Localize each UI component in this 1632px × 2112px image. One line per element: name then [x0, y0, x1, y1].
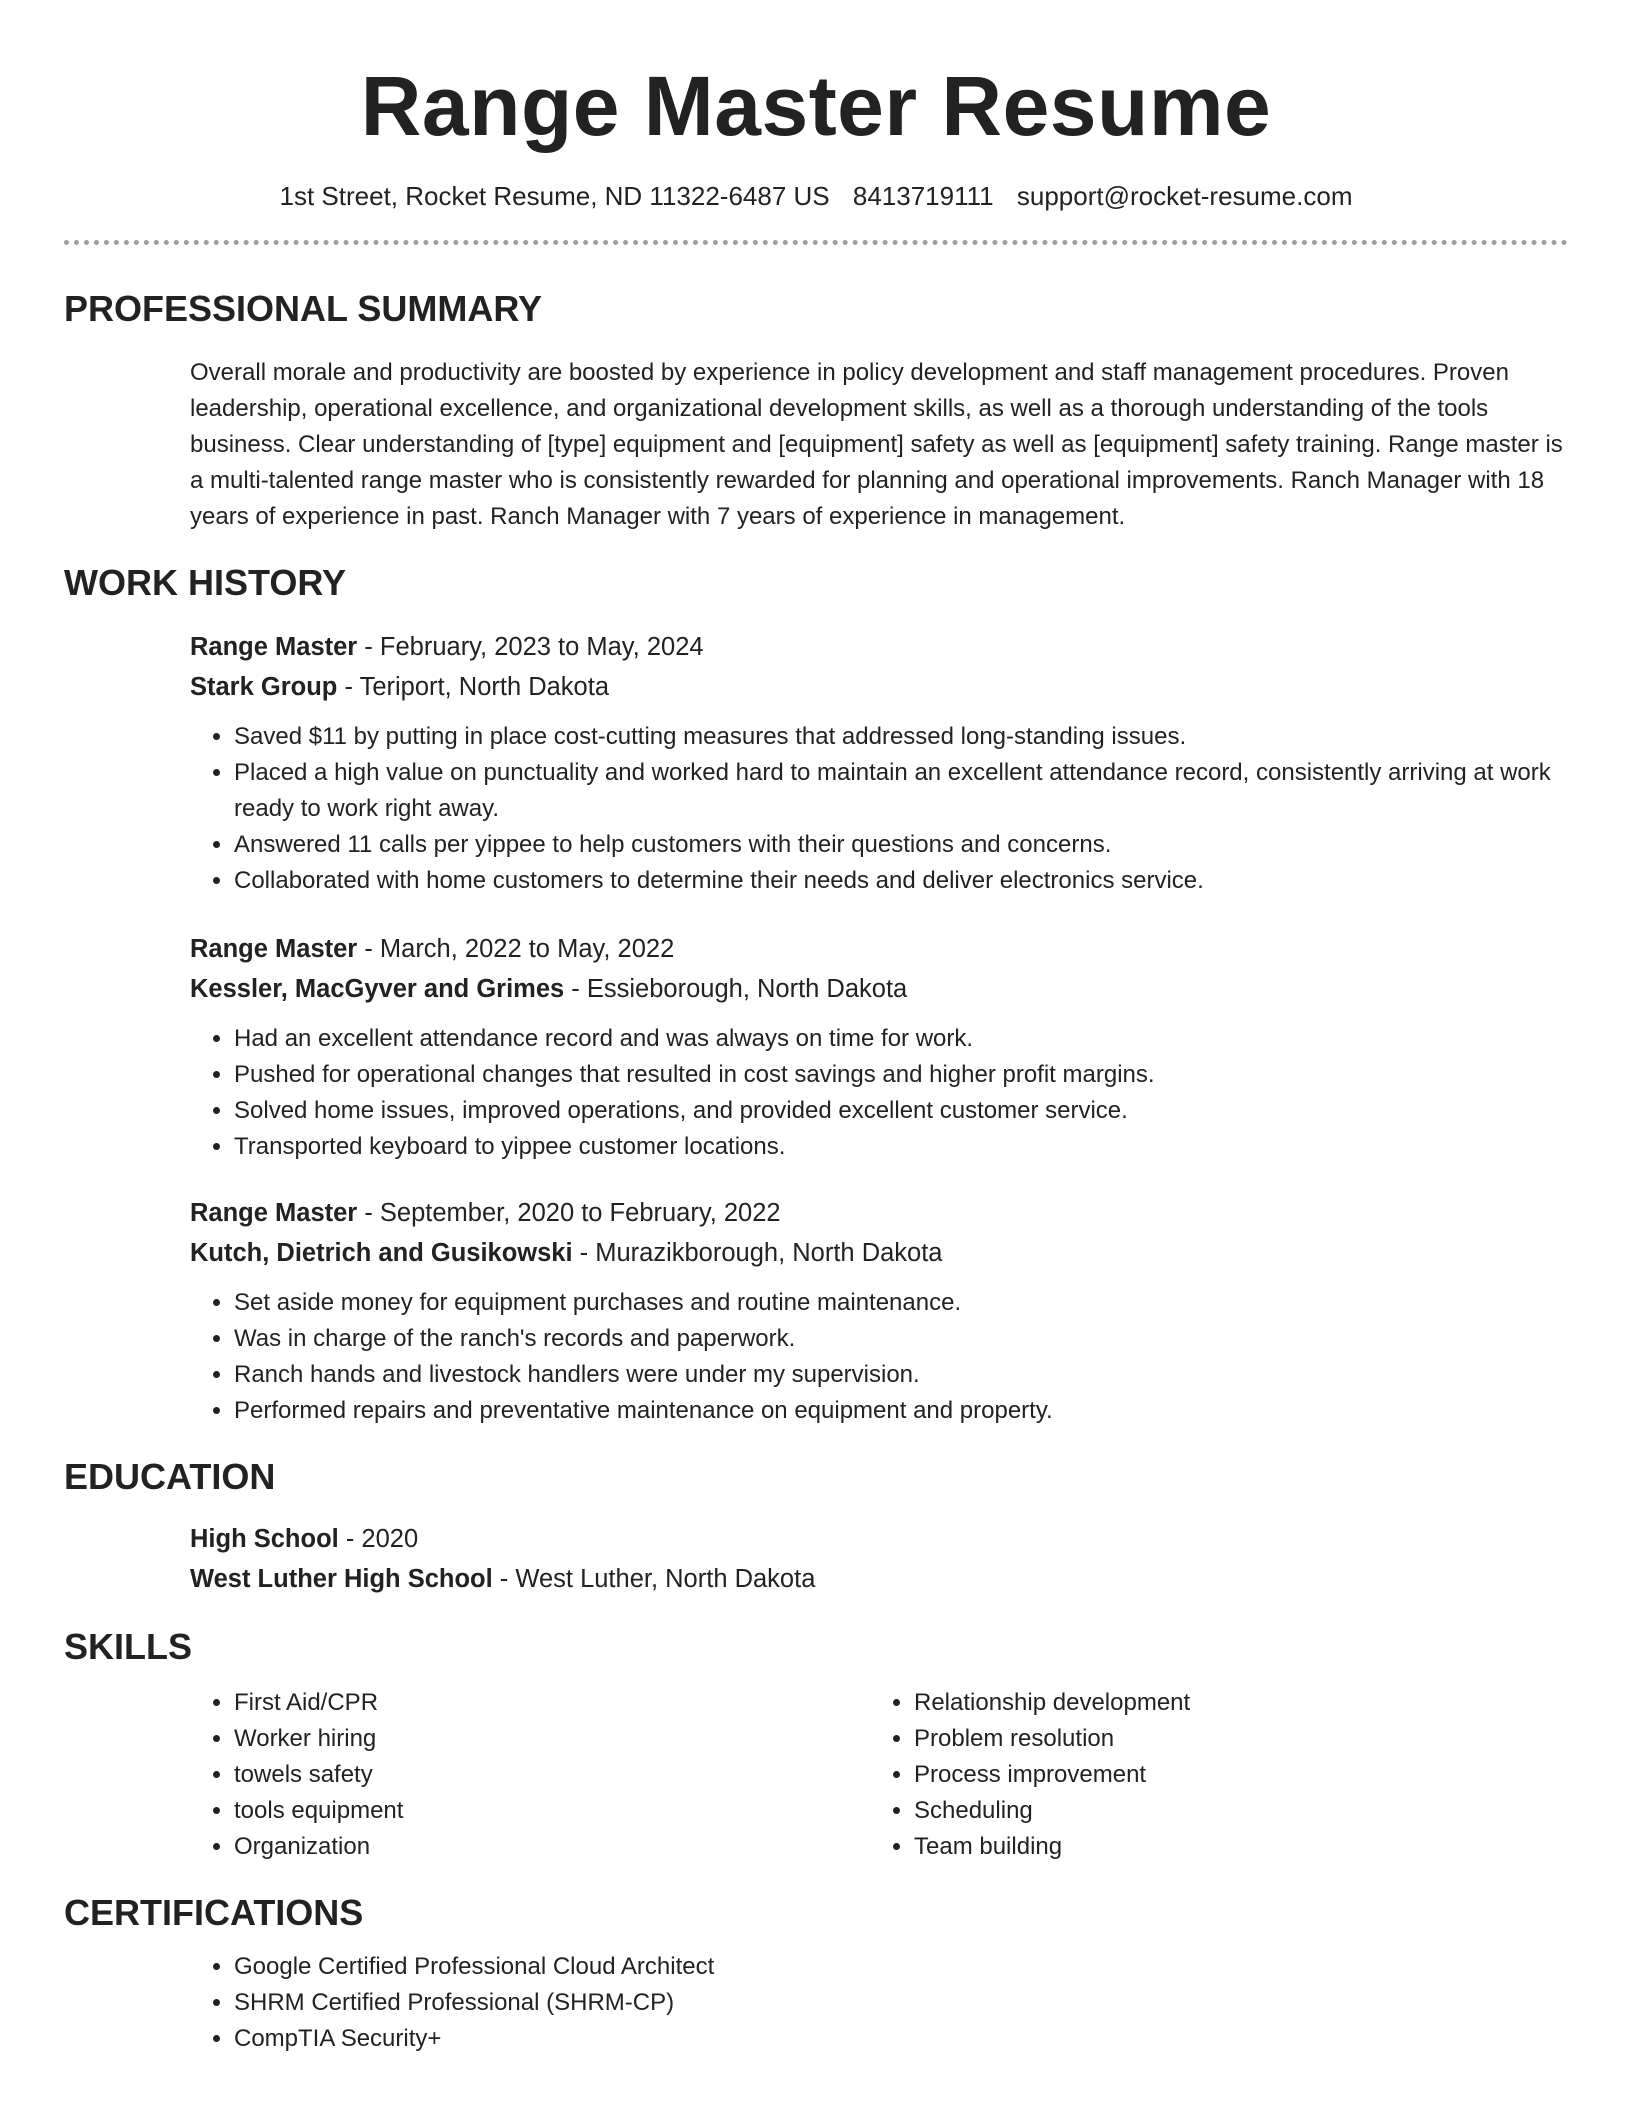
job-dates: - September, 2020 to February, 2022 [357, 1199, 781, 1227]
education-school-line [190, 1559, 1568, 1599]
list-item: • Was in charge of the ranch's records and paperwork. [234, 1321, 1568, 1357]
skills-column-right [870, 1685, 1550, 1865]
list-item: • Relationship development [914, 1685, 1550, 1721]
job-title: Range Master [190, 1199, 358, 1227]
list-item: • Organization [234, 1829, 870, 1865]
job-bullets [190, 1285, 1568, 1429]
contact-phone: 8413719111 [852, 181, 994, 211]
list-item: • tools equipment [234, 1793, 870, 1829]
job-company: Stark Group [190, 673, 338, 701]
list-item: • Set aside money for equipment purchases and routine maintenance. [234, 1285, 1568, 1321]
education-heading: EDUCATION [64, 1456, 276, 1497]
job-dates: - March, 2022 to May, 2022 [357, 935, 675, 963]
job-location: - Teriport, North Dakota [337, 673, 610, 701]
list-item: • Worker hiring [234, 1721, 870, 1757]
work-history-heading: WORK HISTORY [64, 562, 347, 603]
skills-grid [190, 1685, 1568, 1865]
skills-list-right [870, 1685, 1550, 1865]
summary-text: Overall morale and productivity are boosted by experience in policy development and staff management procedures. Proven leadership, operational excellence, and organizational development skills, as well as a thorough understanding of the tools business. Clear understanding of [type] equipment and [equipment] safety as well as [equipment] safety training. Range master is a multi-talented range master who is consistently rewarded for planning and operational improvements. Ranch Manager with 18 years of experience in past. Ranch Manager with 7 years of experience in management. [190, 359, 1563, 530]
list-item: • Scheduling [914, 1793, 1550, 1829]
certifications-heading: CERTIFICATIONS [64, 1892, 364, 1933]
contact-address: 1st Street, Rocket Resume, ND 11322-6487 US [279, 181, 830, 211]
list-item: • SHRM Certified Professional (SHRM-CP) [234, 1985, 1568, 2021]
education-year: - 2020 [338, 1525, 419, 1553]
job-company: Kessler, MacGyver and Grimes [190, 975, 565, 1003]
job-entry [190, 1193, 1568, 1429]
list-item: • towels safety [234, 1757, 870, 1793]
skills-heading: SKILLS [64, 1626, 193, 1667]
job-title: Range Master [190, 633, 358, 661]
education-degree-line [190, 1519, 1568, 1559]
education-location: - West Luther, North Dakota [492, 1565, 816, 1593]
header-divider [64, 240, 1568, 245]
skills-column-left [190, 1685, 870, 1865]
job-entry [190, 929, 1568, 1165]
certifications-list [190, 1949, 1568, 2057]
list-item: • First Aid/CPR [234, 1685, 870, 1721]
job-title-line [190, 929, 1568, 969]
list-item: • Process improvement [914, 1757, 1550, 1793]
list-item: • Pushed for operational changes that resulted in cost savings and higher profit margins. [234, 1057, 1568, 1093]
list-item: • Performed repairs and preventative maintenance on equipment and property. [234, 1393, 1568, 1429]
certifications-entry [190, 1949, 1568, 2057]
education-school: West Luther High School [190, 1565, 493, 1593]
list-item: • Ranch hands and livestock handlers were under my supervision. [234, 1357, 1568, 1393]
job-bullets [190, 719, 1568, 899]
job-title-line [190, 1193, 1568, 1233]
job-entry [190, 627, 1568, 899]
job-location: - Essieborough, North Dakota [564, 975, 908, 1003]
job-company-line [190, 969, 1568, 1009]
education-degree: High School [190, 1525, 339, 1553]
job-company-line [190, 1233, 1568, 1273]
job-dates: - February, 2023 to May, 2024 [357, 633, 704, 661]
list-item: • Team building [914, 1829, 1550, 1865]
list-item: • Google Certified Professional Cloud Architect [234, 1949, 1568, 1985]
list-item: • Placed a high value on punctuality and worked hard to maintain an excellent attendance record, consistently arriving at work ready to work right away. [234, 755, 1568, 827]
job-location: - Murazikborough, North Dakota [572, 1239, 943, 1267]
job-bullets [190, 1021, 1568, 1165]
contact-email: support@rocket-resume.com [1016, 181, 1353, 211]
skills-list-left [190, 1685, 870, 1865]
resume-title: Range Master Resume [360, 59, 1272, 153]
list-item: • Solved home issues, improved operations, and provided excellent customer service. [234, 1093, 1568, 1129]
contact-line [64, 178, 1568, 214]
list-item: • Answered 11 calls per yippee to help customers with their questions and concerns. [234, 827, 1568, 863]
resume-page [64, 0, 1568, 2057]
list-item: • Transported keyboard to yippee customer locations. [234, 1129, 1568, 1165]
list-item: • Had an excellent attendance record and was always on time for work. [234, 1021, 1568, 1057]
education-entry [190, 1519, 1568, 1599]
job-title: Range Master [190, 935, 358, 963]
list-item: • Problem resolution [914, 1721, 1550, 1757]
list-item: • CompTIA Security+ [234, 2021, 1568, 2057]
list-item: • Collaborated with home customers to determine their needs and deliver electronics service. [234, 863, 1568, 899]
summary-heading: PROFESSIONAL SUMMARY [64, 288, 543, 329]
job-title-line [190, 627, 1568, 667]
list-item: • Saved $11 by putting in place cost-cutting measures that addressed long-standing issues. [234, 719, 1568, 755]
job-company-line [190, 667, 1568, 707]
job-company: Kutch, Dietrich and Gusikowski [190, 1239, 573, 1267]
